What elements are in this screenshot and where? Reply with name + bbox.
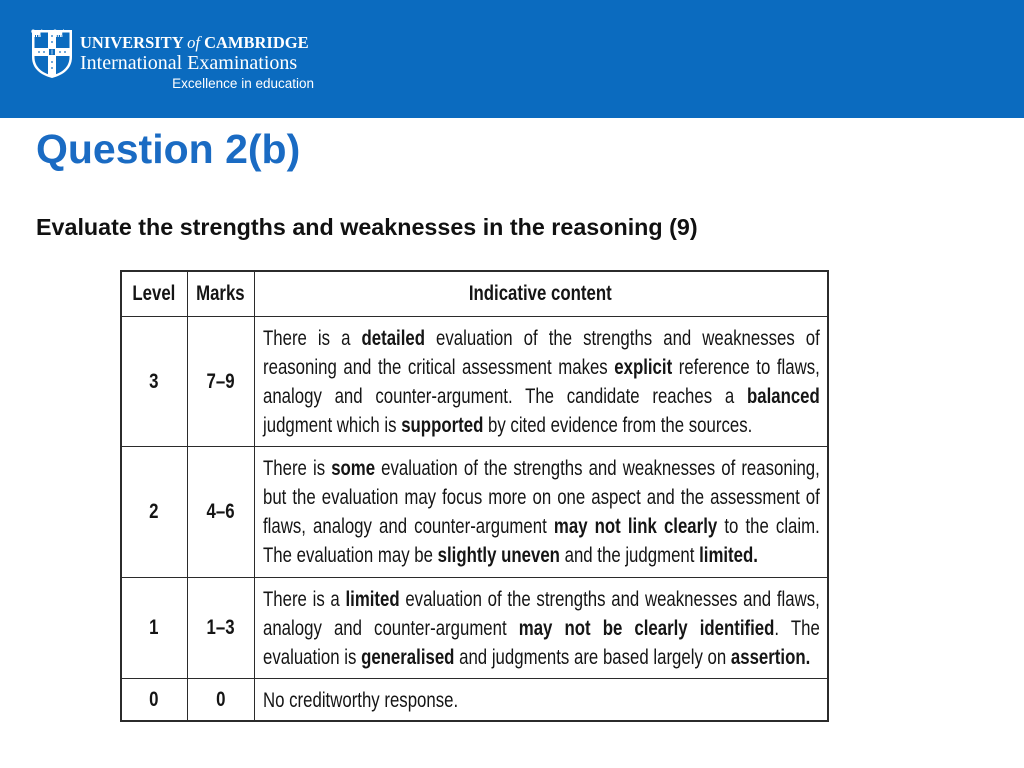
marks-value: 7–9 — [206, 369, 235, 393]
descriptor-text: There is a — [262, 587, 345, 611]
level-value: 0 — [149, 687, 159, 711]
descriptor-text: evaluation of the strengths and weaknesses of reasoning, but the evaluation may focus more on one aspect and the assessment of flaws, analogy and counter-argument — [262, 456, 820, 538]
descriptor-text: judgment which is — [262, 413, 401, 437]
table-row — [121, 577, 828, 678]
column-header-label: Level — [132, 282, 176, 306]
level-cell — [121, 577, 187, 678]
emphasised-text: slightly uneven — [437, 543, 560, 567]
marks-cell — [187, 316, 254, 446]
level-cell — [121, 446, 187, 577]
emphasised-text: balanced — [746, 384, 820, 408]
level-value: 2 — [149, 500, 159, 523]
descriptor-text: and judgments are based largely on — [453, 645, 731, 669]
column-header-indicative-content — [254, 271, 828, 316]
marks-value: 1–3 — [206, 616, 235, 639]
indicative-content-text — [263, 324, 820, 440]
marks-cell — [187, 577, 254, 678]
descriptor-text: No creditworthy response. — [262, 688, 458, 712]
descriptor-text: . The evaluation is — [262, 616, 820, 669]
question-prompt: Evaluate the strengths and weaknesses in the reasoning (9) — [36, 214, 698, 240]
descriptor-text: There is a — [262, 326, 361, 350]
level-cell — [121, 678, 187, 721]
logo-word-cambridge: CAMBRIDGE — [204, 33, 309, 52]
indicative-content-cell — [254, 678, 828, 721]
descriptor-text: evaluation of the strengths and weaknesses of reasoning and the critical assessment makes — [262, 326, 820, 379]
indicative-content-text — [263, 454, 820, 570]
logo-university-name — [80, 34, 309, 52]
descriptor-text: by cited evidence from the sources. — [482, 413, 752, 437]
emphasised-text: may not be clearly identified — [518, 616, 774, 640]
descriptor-text: reference to flaws, analogy and counter-argument. The candidate reaches a — [262, 355, 820, 408]
slide-title: Question 2(b) — [36, 126, 301, 172]
logo-word-university: UNIVERSITY — [80, 33, 183, 52]
marks-value: 4–6 — [206, 500, 235, 523]
emphasised-text: assertion. — [730, 645, 810, 669]
emphasised-text: may not link clearly — [553, 514, 717, 538]
level-cell — [121, 316, 187, 446]
marks-value: 0 — [215, 687, 226, 711]
table-row — [121, 678, 828, 721]
table-row — [121, 446, 828, 577]
marks-cell — [187, 446, 254, 577]
indicative-content-cell — [254, 577, 828, 678]
level-value: 3 — [149, 369, 159, 393]
emphasised-text: generalised — [360, 645, 454, 669]
header-band — [0, 0, 1024, 118]
logo-tagline: Excellence in education — [172, 76, 314, 91]
column-header-marks — [187, 271, 254, 316]
mark-scheme-table — [120, 270, 829, 722]
cambridge-shield-icon — [31, 29, 73, 79]
emphasised-text: some — [330, 456, 375, 480]
descriptor-text: to the claim. The evaluation may be — [262, 514, 820, 567]
column-header-label: Indicative content — [469, 282, 613, 306]
indicative-content-text — [263, 585, 820, 672]
emphasised-text: explicit — [613, 355, 672, 379]
indicative-content-cell — [254, 446, 828, 577]
emphasised-text: limited. — [698, 543, 758, 567]
logo-organisation: International Examinations — [80, 52, 298, 74]
descriptor-text: There is — [262, 456, 331, 480]
descriptor-text: and the judgment — [559, 543, 699, 567]
column-header-label: Marks — [196, 282, 245, 306]
emphasised-text: supported — [400, 413, 483, 437]
level-value: 1 — [149, 616, 159, 639]
column-header-level — [121, 271, 187, 316]
descriptor-text: evaluation of the strengths and weaknesses and flaws, analogy and counter-argument — [262, 587, 820, 640]
emphasised-text: detailed — [360, 326, 425, 350]
marks-cell — [187, 678, 254, 721]
emphasised-text: limited — [344, 587, 400, 611]
indicative-content-cell — [254, 316, 828, 446]
indicative-content-text — [263, 686, 820, 715]
table-header-row — [121, 271, 828, 316]
table-row — [121, 316, 828, 446]
logo-word-of: of — [187, 33, 200, 52]
